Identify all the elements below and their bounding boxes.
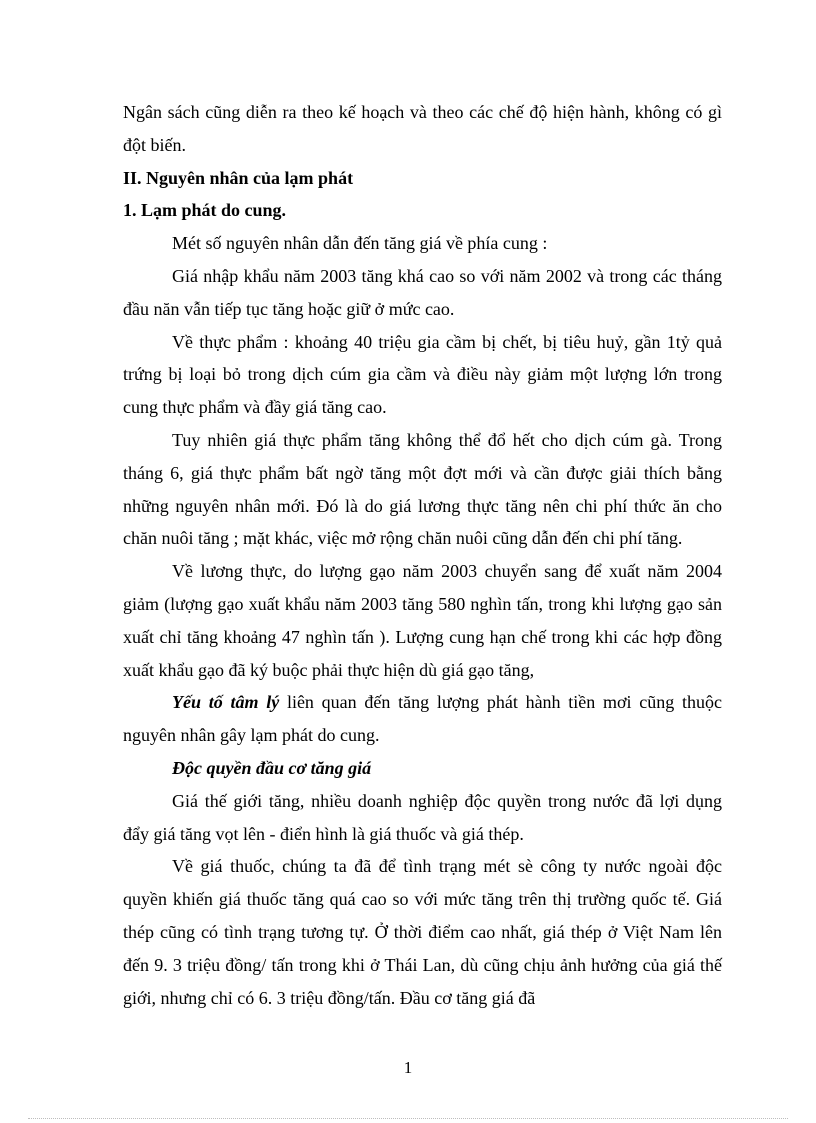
paragraph-food-price: Tuy nhiên giá thực phẩm tăng không thể đổ hết cho dịch cúm gà. Trong tháng 6, giá thực phẩm bất ngờ tăng một đợt mới và cần được giải thích bằng những nguyên nhân mới. Đó là do giá lương thực tăng nên chi phí thức ăn cho chăn nuôi tăng ; mặt khác, việc mở rộng chăn nuôi cũng dẫn đến chi phí tăng.: [123, 429, 722, 549]
document-body: [123, 96, 722, 1014]
emphasis-psychology: Yếu tố tâm lý: [172, 692, 280, 713]
subsection-heading: 1. Lạm phát do cung.: [123, 200, 287, 221]
paragraph-psychology-text: liên quan đến tăng lượng phát hành tiền mơi cũng thuộc nguyên nhân gây lạm phát do cung.: [123, 692, 722, 746]
paragraph-world-price: Giá thế giới tăng, nhiều doanh nghiệp độc quyền trong nước đã lợi dụng đẩy giá tăng vọt lên - điển hình là giá thuốc và giá thép.: [123, 790, 722, 844]
paragraph-intro: Mét số nguyên nhân dẫn đến tăng giá về phía cung :: [172, 233, 548, 254]
paragraph-budget: Ngân sách cũng diễn ra theo kế hoạch và theo các chế độ hiện hành, không có gì đột biến.: [123, 102, 722, 155]
paragraph-medicine-steel: Về giá thuốc, chúng ta đã để tình trạng mét sè công ty nước ngoài độc quyền khiến giá thuốc tăng quá cao so với mức tăng trên thị trường quốc tế. Giá thép cũng có tình trạng tương tự. Ở thời điểm cao nhất, giá thép ở Việt Nam lên đến 9. 3 triệu đồng/ tấn trong khi ở Thái Lan, dù cũng chịu ảnh hưởng của giá thế giới, nhưng chỉ có 6. 3 triệu đồng/tấn. Đầu cơ tăng giá đã: [123, 856, 722, 1008]
paragraph-psychology: [123, 686, 722, 752]
paragraph-rice: Về lương thực, do lượng gạo năm 2003 chuyển sang để xuất năm 2004 giảm (lượng gạo xuất khẩu năm 2003 tăng 580 nghìn tấn, trong khi lượng gạo sản xuất chỉ tăng khoảng 47 nghìn tấn ). Lượng cung hạn chế trong khi các hợp đồng xuất khẩu gạo đã ký buộc phải thực hiện dù giá gạo tăng,: [123, 561, 722, 680]
section-heading: II. Nguyên nhân của lạm phát: [123, 167, 354, 188]
paragraph-import-price: Giá nhập khẩu năm 2003 tăng khá cao so với năm 2002 và trong các tháng đầu năn vẫn tiếp tục tăng hoặc giữ ở mức cao.: [123, 265, 722, 319]
page-bottom-divider: [28, 1118, 788, 1119]
paragraph-food: Về thực phẩm : khoảng 40 triệu gia cầm bị chết, bị tiêu huỷ, gần 1tỷ quả trứng bị loại bỏ trong dịch cúm gia cầm và điều này giảm một lượng lớn trong cung thực phẩm và đầy giá tăng cao.: [123, 331, 722, 418]
subsection-heading-monopoly: Độc quyền đầu cơ tăng giá: [172, 757, 372, 778]
page-number: 1: [403, 1058, 413, 1077]
